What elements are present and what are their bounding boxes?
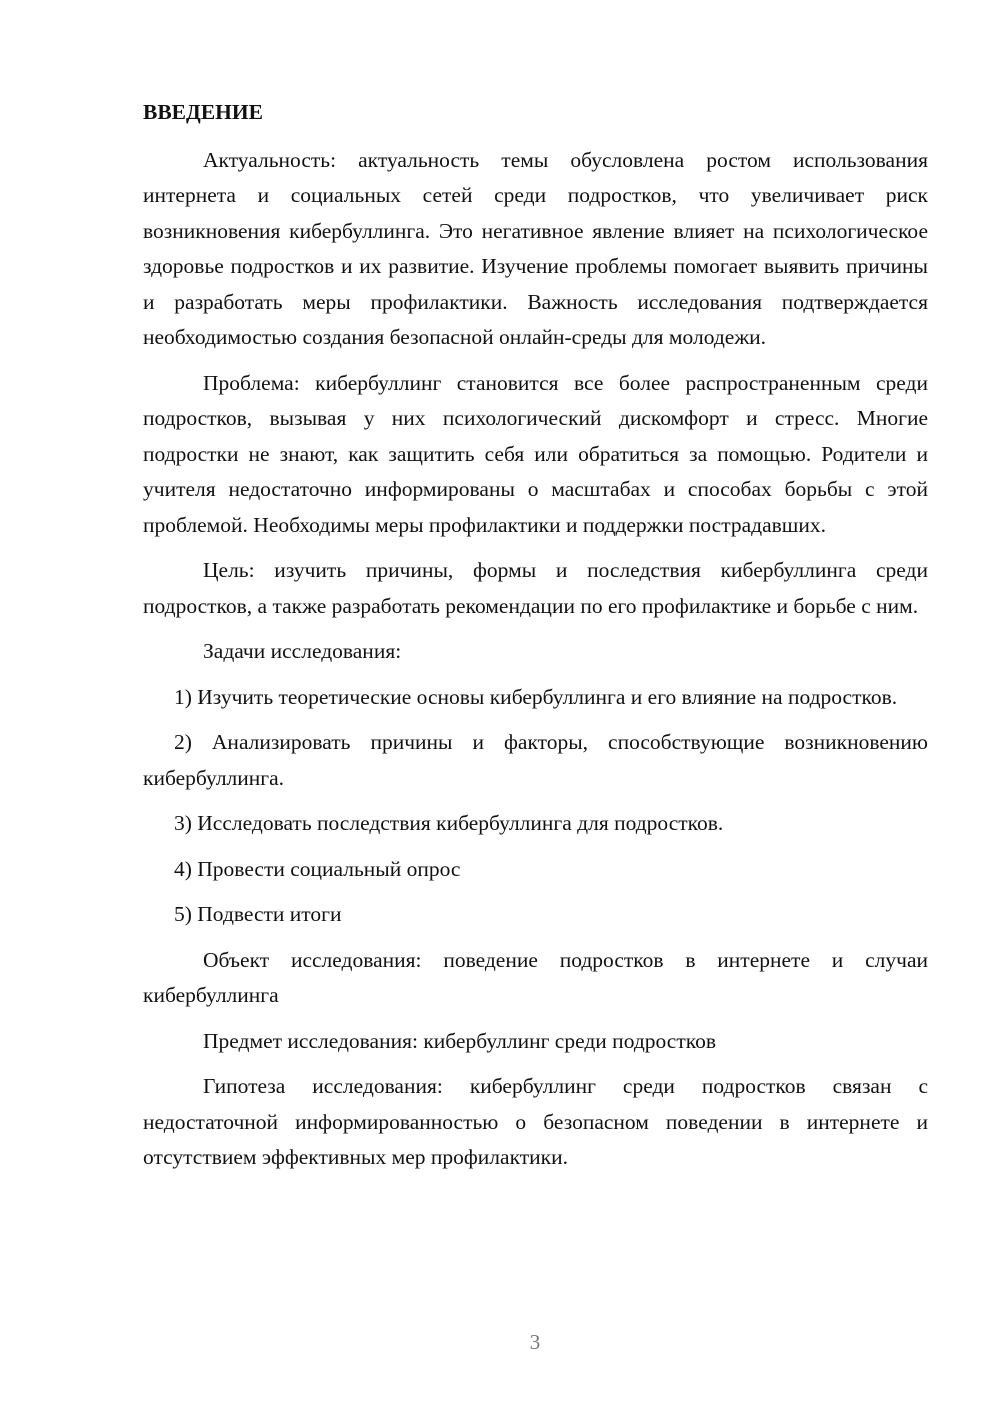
- task-item: 1) Изучить теоретические основы кибербуллинга и его влияние на подростков.: [174, 684, 898, 709]
- tasks-list: [143, 680, 928, 933]
- tasks-intro: Задачи исследования:: [203, 639, 402, 663]
- section-heading: ВВЕДЕНИЕ: [143, 100, 263, 124]
- task-item: 2) Анализировать причины и факторы, способствующие возникновению кибербуллинга.: [143, 730, 928, 790]
- object-paragraph: Объект исследования: поведение подростков в интернете и случаи кибербуллинга: [143, 947, 928, 1007]
- problem-paragraph: Проблема: кибербуллинг становится все более распространенным среди подростков, вызывая у них психологический дискомфорт и стресс. Многие подростки не знают, как защитить себя или обратиться за помощью. Родители и учителя недостаточно информированы о масштабах и способах борьбы с этой проблемой. Необходимы меры профилактики и поддержки пострадавших.: [143, 370, 928, 537]
- goal-paragraph: Цель: изучить причины, формы и последствия кибербуллинга среди подростков, а также разработать рекомендации по его профилактике и борьбе с ним.: [143, 558, 928, 618]
- task-item: 3) Исследовать последствия кибербуллинга для подростков.: [174, 811, 724, 835]
- document-page: [143, 95, 928, 1186]
- subject-paragraph: Предмет исследования: кибербуллинг среди подростков: [203, 1028, 716, 1053]
- task-item: 4) Провести социальный опрос: [174, 856, 461, 881]
- relevance-paragraph: Актуальность: актуальность темы обусловлена ростом использования интернета и социальных сетей среди подростков, что увеличивает риск возникновения кибербуллинга. Это негативное явление влияет на психологическое здоровье подростков и их развитие. Изучение проблемы помогает выявить причины и разработать меры профилактики. Важность исследования подтверждается необходимостью создания безопасной онлайн-среды для молодежи.: [143, 147, 928, 349]
- page-number: 3: [529, 1330, 541, 1354]
- hypothesis-paragraph: Гипотеза исследования: кибербуллинг среди подростков связан с недостаточной информированностью о безопасном поведении в интернете и отсутствием эффективных мер профилактики.: [143, 1074, 928, 1169]
- task-item: 5) Подвести итоги: [174, 902, 342, 926]
